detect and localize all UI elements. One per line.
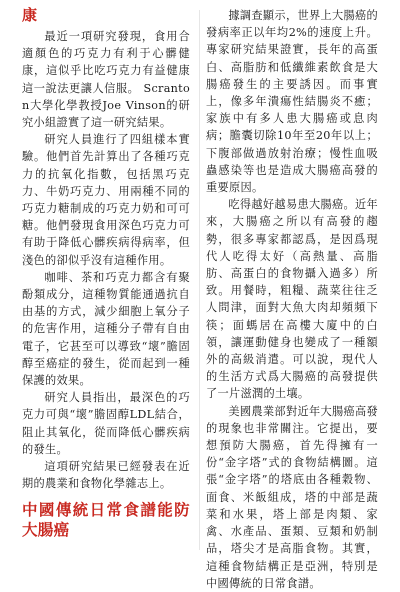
body-paragraph: 吃得越好越易患大腸癌。近年來，大腸癌之所以有高發的趨勢，很多專家都認爲，是因爲現代人吃得太好（高熱量、高脂肪、高蛋白的食物攝入過多）所致。用餐時，粗糧、蔬菜往往乏人問津，面對大魚大肉却頻頻下筷；面螞居在高樓大廈中的白領，讓運動健身也變成了一種額外的高級消遣。可以說，現代人的生活方式爲大腸癌的高發提供了一片滋潤的土壤。 <box>206 198 378 401</box>
body-paragraph: 研究人員指出，最深色的巧克力可與“壞”膽固醇LDL結合，阻止其氧化，從而降低心髒疾病的發生。 <box>22 391 190 456</box>
section-heading: 中國傳統日常食譜能防大腸癌 <box>22 500 190 540</box>
body-paragraph: 據調查顯示，世界上大腸癌的發病率正以年均2%的速度上升。專家研究結果證實，長年的高蛋白、高脂肪和低纖維素飲食是大腸癌發生的主要誘因。而事實上，像多年潰瘍性結腸炎不癒；家族中有多人患大腸癌或息肉病；膽囊切除10年至20年以上；下腹部做過放射治療；慢性血吸蟲感染等也是造成大腸癌高發的重要原因。 <box>206 9 378 195</box>
continued-heading-fragment: 康 <box>22 6 38 24</box>
column-divider <box>199 10 200 550</box>
body-paragraph: 咖啡、茶和巧克力都含有聚酚類成分，這種物質能通過抗自由基的方式，減少細胞上氧分子的危害作用，這種分子帶有自由電子，它甚至可以導致“壞”膽固醇至癌症的發生，從而起到一種保護的效果。 <box>22 270 190 388</box>
left-column <box>22 6 190 540</box>
body-paragraph: 最近一項研究發現，食用合適顏色的巧克力有利于心髒健康，這似乎比吃巧克力有益健康這一說法更讓人信服。 Scranton大學化學教授Joe Vinson的研究小組證實了這一研究結果。 <box>22 30 190 130</box>
right-column <box>206 7 378 592</box>
body-paragraph: 美國農業部對近年大腸癌高發的現象也非常關注。它提出，要想預防大腸癌，首先得擁有一份“金字塔”式的食物結構圖。這張“金字塔”的塔底由各種穀物、面食、米飯組成，塔的中部是蔬菜和水果，塔上部是肉類、家禽、水產品、蛋類、豆類和奶制品，塔尖才是高脂食物。其實，這種食物結構正是亞洲，特別是中國傳統的日常食譜。 <box>206 404 378 590</box>
section-spacer <box>22 492 190 500</box>
body-paragraph: 研究人員進行了四組樣本實驗。他們首先計算出了各種巧克力的抗氧化指數，包括黑巧克力、牛奶巧克力、用兩種不同的巧克力糖制成的巧克力奶和可可糖。他們發現食用深色巧克力可有助于降低心髒疾病得病率，但淺色的卻似乎沒有這種作用。 <box>22 133 190 267</box>
body-paragraph: 這項研究結果已經發表在近期的農業和食物化學雜志上。 <box>22 460 190 491</box>
